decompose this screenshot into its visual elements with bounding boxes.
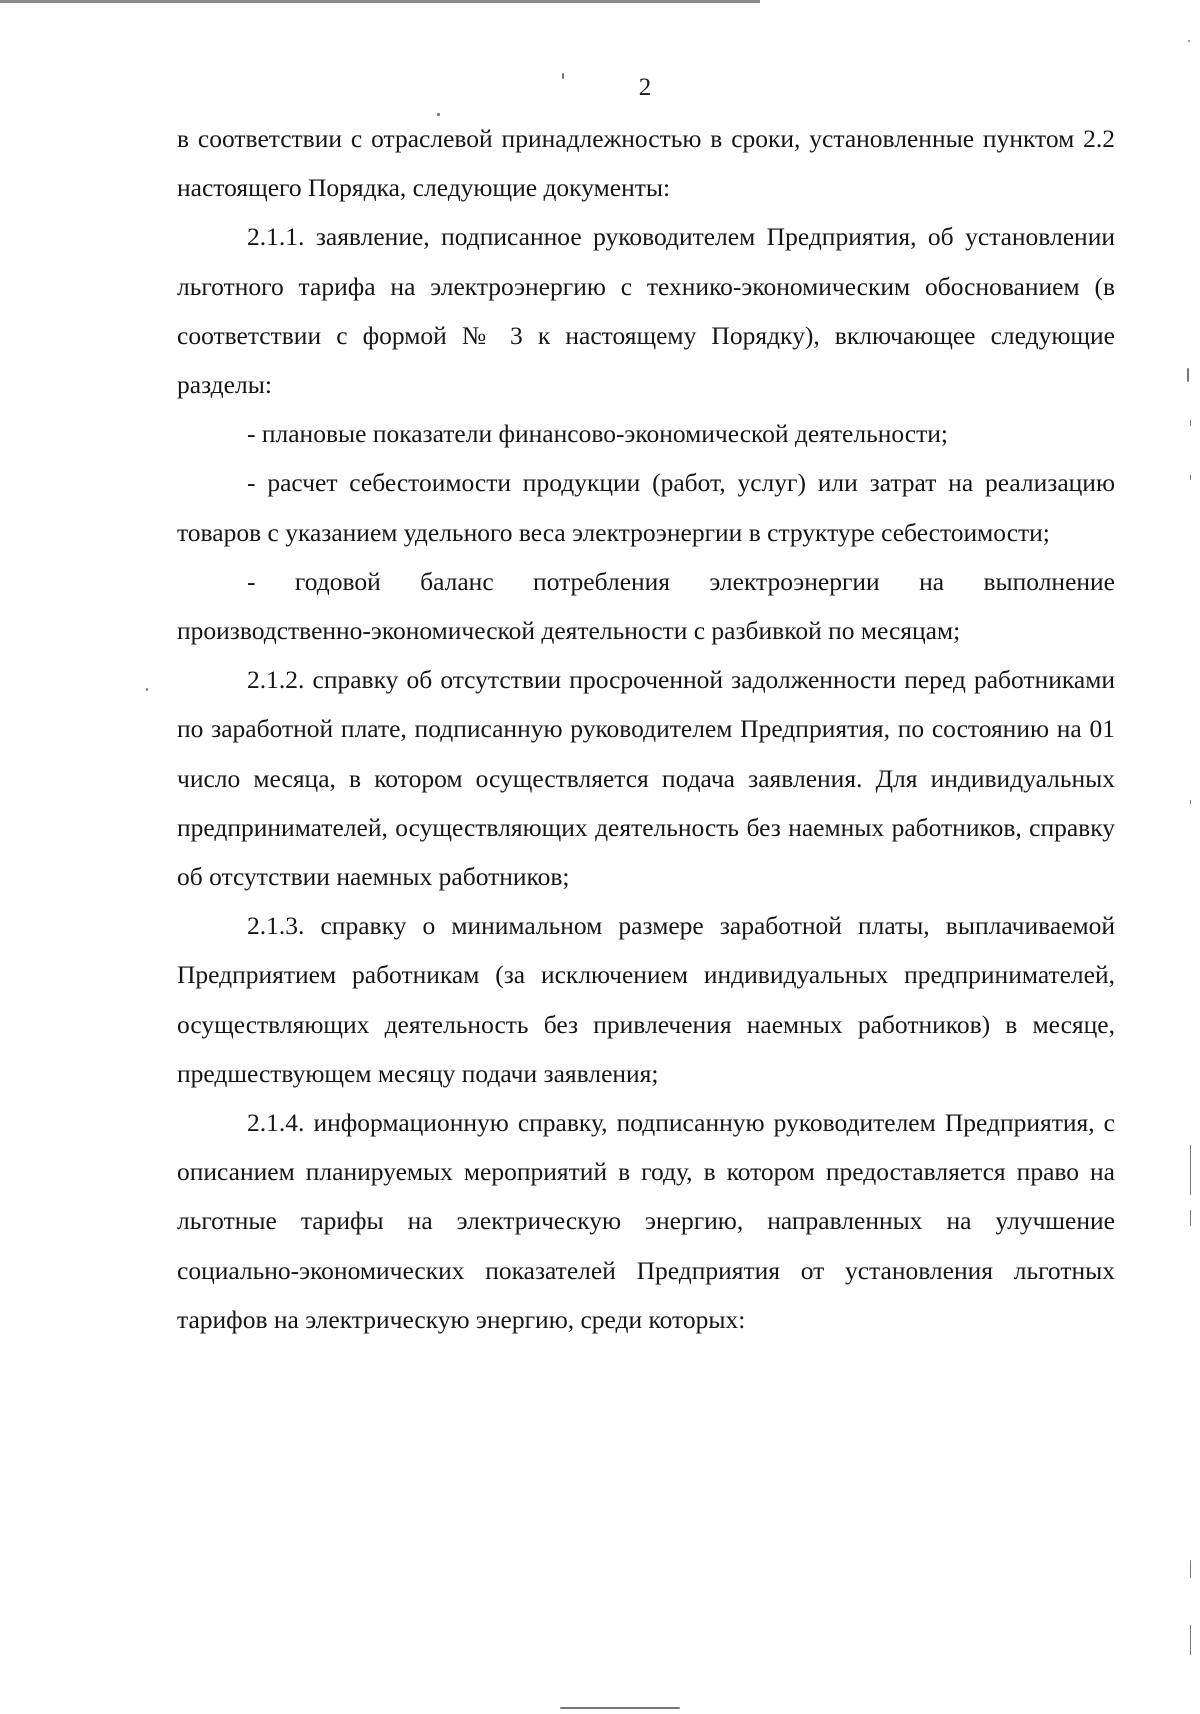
scan-speck — [1190, 800, 1191, 804]
paragraph-intro: в соответствии с отраслевой принадлежностью в сроки, установленные пунктом 2.2 настоящего Порядка, следующие документы: — [177, 124, 1115, 203]
scan-speck — [1190, 475, 1191, 480]
scan-speck — [1190, 1625, 1191, 1655]
paragraph-2-1-1: 2.1.1. заявление, подписанное руководителем Предприятия, об установлении льготного тарифа на электроэнергию с технико-экономическим обоснованием (в соответствии с формой № 3 к настоящему Порядку), включающее следующие разделы: — [177, 222, 1115, 400]
document-body — [177, 114, 1115, 1344]
page-number: 2 — [638, 74, 652, 101]
list-item-plan-indicators: - плановые показатели финансово-экономической деятельности; — [247, 419, 948, 449]
scan-speck — [1190, 1210, 1191, 1226]
scan-speck — [1188, 40, 1190, 42]
scan-speck — [437, 113, 440, 116]
scan-speck — [1187, 368, 1189, 382]
paragraph-2-1-2: 2.1.2. справку об отсутствии просроченной задолженности перед работниками по заработной плате, подписанную руководителем Предприятия, по состоянию на 01 число месяца, в котором осуществляется подача заявления. Для индивидуальных предпринимателей, осуществляющих деятельность без наемных работников, справку об отсутствии наемных работников; — [177, 665, 1115, 892]
paragraph-2-1-4: 2.1.4. информационную справку, подписанную руководителем Предприятия, с описанием планируемых мероприятий в году, в котором предоставляется право на льготные тарифы на электрическую энергию, направленных на улучшение социально-экономических показателей Предприятия от установления льготных тарифов на электрическую энергию, среди которых: — [177, 1108, 1115, 1334]
scan-speck — [146, 688, 148, 691]
scan-top-edge-rule — [0, 0, 760, 3]
scan-speck — [1190, 1145, 1191, 1195]
scan-speck — [560, 1707, 680, 1709]
scan-speck — [1190, 420, 1191, 426]
list-item-cost-calculation: - расчет себестоимости продукции (работ, услуг) или затрат на реализацию товаров с указанием удельного веса электроэнергии в структуре себестоимости; — [177, 468, 1115, 547]
list-item-annual-balance: - годовой баланс потребления электроэнергии на выполнение производственно-экономической деятельности с разбивкой по месяцам; — [177, 566, 1115, 646]
paragraph-2-1-3: 2.1.3. справку о минимальном размере заработной платы, выплачиваемой Предприятием работникам (за исключением индивидуальных предпринимателей, осуществляющих деятельность без привлечения наемных работников) в месяце, предшествующем месяцу подачи заявления; — [177, 911, 1115, 1088]
scan-speck — [562, 73, 564, 79]
scan-speck — [1190, 1560, 1191, 1578]
